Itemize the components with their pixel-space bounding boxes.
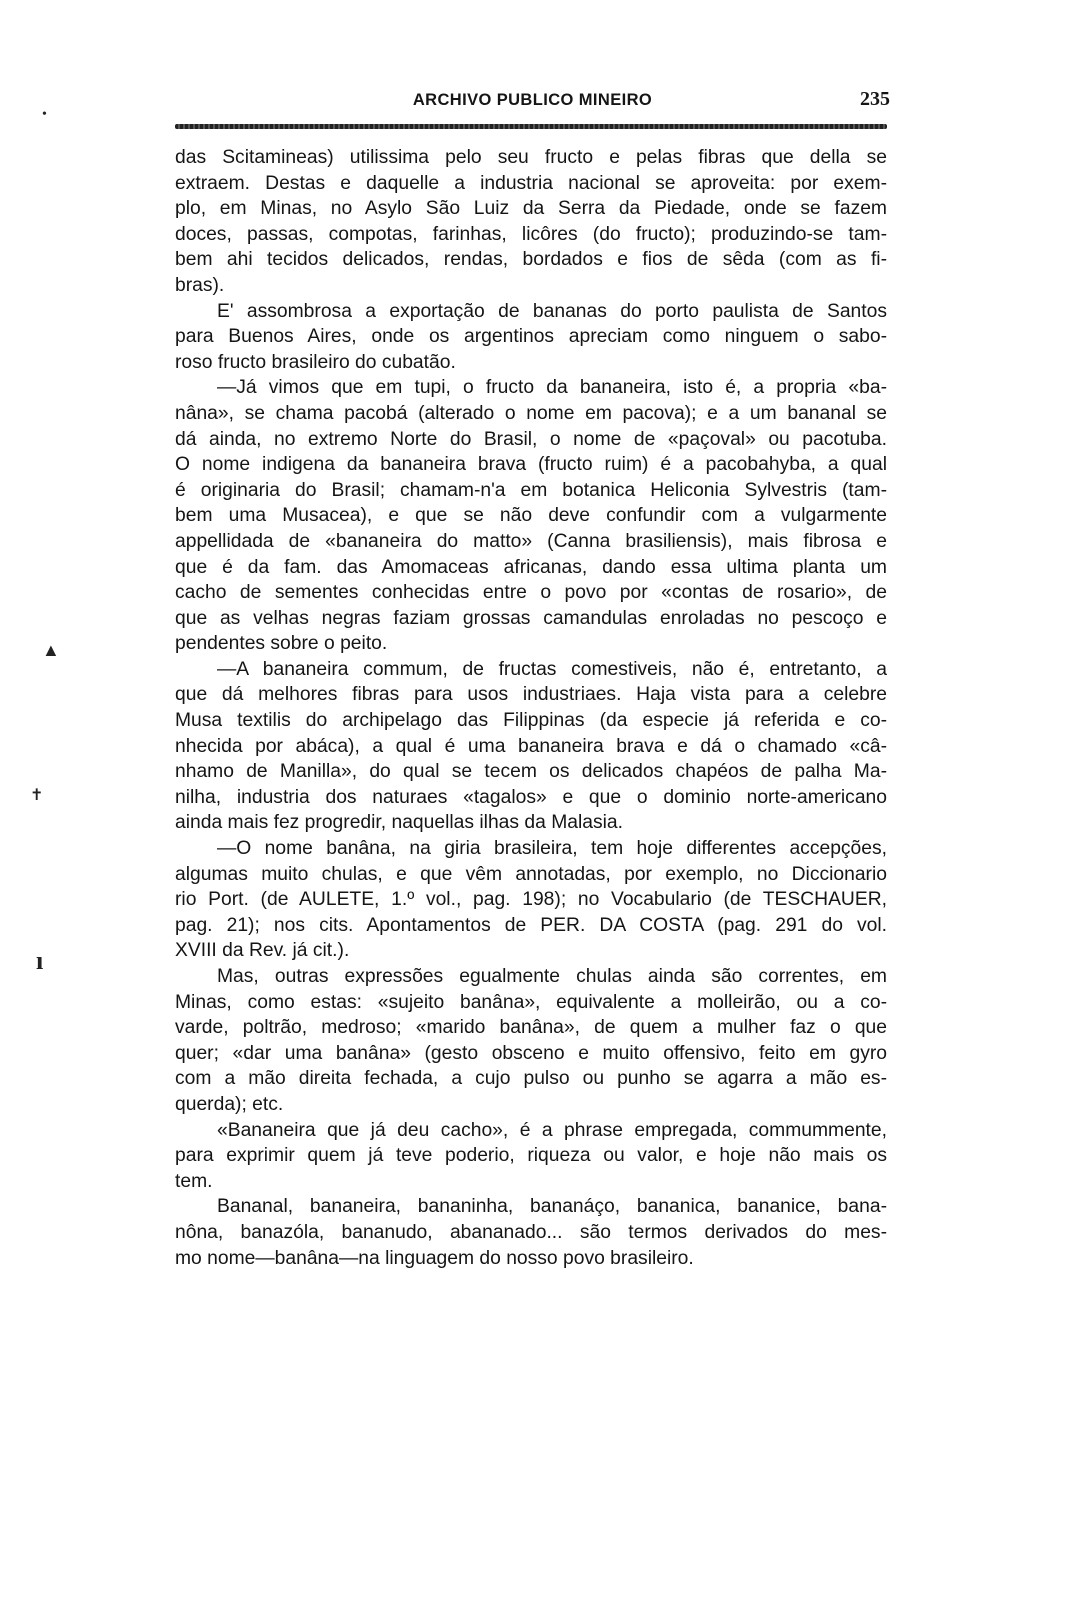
- header-rule: [175, 124, 887, 129]
- text-line: Mas, outras expressões egualmente chulas ainda são correntes, em: [217, 966, 887, 987]
- body-text: [175, 145, 887, 1271]
- text-line: mo nome—banâna—na linguagem do nosso povo brasileiro.: [175, 1247, 694, 1269]
- text-line: varde, poltrão, medroso; «marido banâna», de quem a mulher faz o que: [175, 1017, 887, 1039]
- text-line: nâna», se chama pacobá (alterado o nome em pacova); e a um bananal se: [175, 402, 887, 424]
- text-line: —A bananeira commum, de fructas comestiveis, não é, entretanto, a: [217, 658, 887, 680]
- text-line: nhamo de Manilla», do qual se tecem os delicados chapéos de palha Ma-: [175, 761, 887, 783]
- paragraph: [175, 657, 887, 836]
- text-line: rio Port. (de AULETE, 1.º vol., pag. 198); no Vocabulario (de TESCHAUER,: [175, 889, 887, 911]
- text-line: para Buenos Aires, onde os argentinos apreciam como ninguem o sabo-: [175, 326, 887, 348]
- margin-speck: ✝: [30, 787, 44, 804]
- text-line: com a mão direita fechada, a cujo pulso ou punho se agarra a mão es-: [175, 1068, 887, 1090]
- text-line: das Scitamineas) utilissima pelo seu fructo e pelas fibras que della se: [175, 147, 887, 168]
- paragraph: [175, 299, 887, 376]
- text-line: dá ainda, no extremo Norte do Brasil, o nome de «paçoval» ou pacotuba.: [175, 428, 887, 450]
- paragraph: [175, 145, 887, 299]
- text-line: appellidada de «bananeira do matto» (Canna brasiliensis), mais fibrosa e: [175, 530, 887, 552]
- paragraph: [175, 836, 887, 964]
- text-line: Minas, como estas: «sujeito banâna», equivalente a molleirão, ou a co-: [175, 991, 887, 1013]
- page-number: 235: [860, 88, 890, 110]
- text-line: extraem. Destas e daquelle a industria nacional se aproveita: por exem-: [175, 172, 887, 194]
- text-line: bem uma Musacea), e que se não deve confundir com a vulgarmente: [175, 505, 887, 527]
- margin-speck: ▲: [42, 640, 60, 660]
- paragraph: [175, 1118, 887, 1195]
- text-line: Bananal, bananeira, bananinha, bananáço, bananica, bananice, bana-: [217, 1196, 887, 1218]
- text-line: —Já vimos que em tupi, o fructo da bananeira, isto é, a propria «ba-: [217, 377, 887, 399]
- text-line: ainda mais fez progredir, naquellas ilhas da Malasia.: [175, 812, 624, 834]
- text-line: Musa textilis do archipelago das Filippinas (da especie já referida e co-: [175, 710, 887, 732]
- text-line: roso fructo brasileiro do cubatão.: [175, 351, 456, 373]
- margin-speck: ı: [36, 946, 44, 975]
- text-line: bras).: [175, 274, 225, 296]
- text-line: O nome indigena da bananeira brava (fructo ruim) é a pacobahyba, a qual: [175, 454, 887, 476]
- text-line: bem ahi tecidos delicados, rendas, bordados e fios de sêda (com as fi-: [175, 249, 887, 271]
- text-line: que é da fam. das Amomaceas africanas, dando essa ultima planta um: [175, 556, 887, 578]
- margin-speck: •: [42, 107, 47, 122]
- text-line: querda); etc.: [175, 1093, 284, 1115]
- text-line: para exprimir quem já teve poderio, riqueza ou valor, e hoje não mais os: [175, 1145, 887, 1167]
- text-line: cacho de sementes conhecidas entre o povo por «contas de rosario», de: [175, 582, 887, 604]
- text-line: algumas muito chulas, e que vêm annotadas, por exemplo, no Diccionario: [175, 863, 887, 885]
- text-line: pag. 21); nos cits. Apontamentos de PER. DA COSTA (pag. 291 do vol.: [175, 914, 887, 936]
- paragraph: [175, 375, 887, 657]
- text-line: que dá melhores fibras para usos industriaes. Haja vista para a celebre: [175, 684, 887, 706]
- text-line: «Bananeira que já deu cacho», é a phrase empregada, commummente,: [217, 1119, 887, 1141]
- text-line: quer; «dar uma banâna» (gesto obsceno e muito offensivo, feito em gyro: [175, 1042, 887, 1064]
- text-line: nilha, industria dos naturaes «tagalos» e que o dominio norte-americano: [175, 786, 887, 808]
- text-line: pendentes sobre o peito.: [175, 633, 388, 655]
- text-line: que as velhas negras faziam grossas camandulas enroladas no pescoço e: [175, 607, 887, 629]
- paragraph: [175, 964, 887, 1118]
- text-line: tem.: [175, 1170, 213, 1192]
- text-line: plo, em Minas, no Asylo São Luiz da Serra da Piedade, onde se fazem: [175, 198, 887, 220]
- running-header: [175, 88, 890, 121]
- text-line: nhecida por abáca), a qual é uma bananeira brava e dá o chamado «câ-: [175, 735, 887, 757]
- text-line: é originaria do Brasil; chamam-n'a em botanica Heliconia Sylvestris (tam-: [175, 479, 887, 501]
- text-line: doces, passas, compotas, farinhas, licôres (do fructo); produzindo-se tam-: [175, 223, 887, 245]
- paragraph: [175, 1194, 887, 1271]
- text-line: XVIII da Rev. já cit.).: [175, 940, 350, 962]
- running-title: ARCHIVO PUBLICO MINEIRO: [412, 91, 653, 109]
- text-line: —O nome banâna, na giria brasileira, tem hoje differentes accepções,: [217, 838, 887, 860]
- text-line: nôna, banazóla, bananudo, abananado... são termos derivados do mes-: [175, 1221, 887, 1243]
- text-line: E' assombrosa a exportação de bananas do porto paulista de Santos: [217, 300, 887, 322]
